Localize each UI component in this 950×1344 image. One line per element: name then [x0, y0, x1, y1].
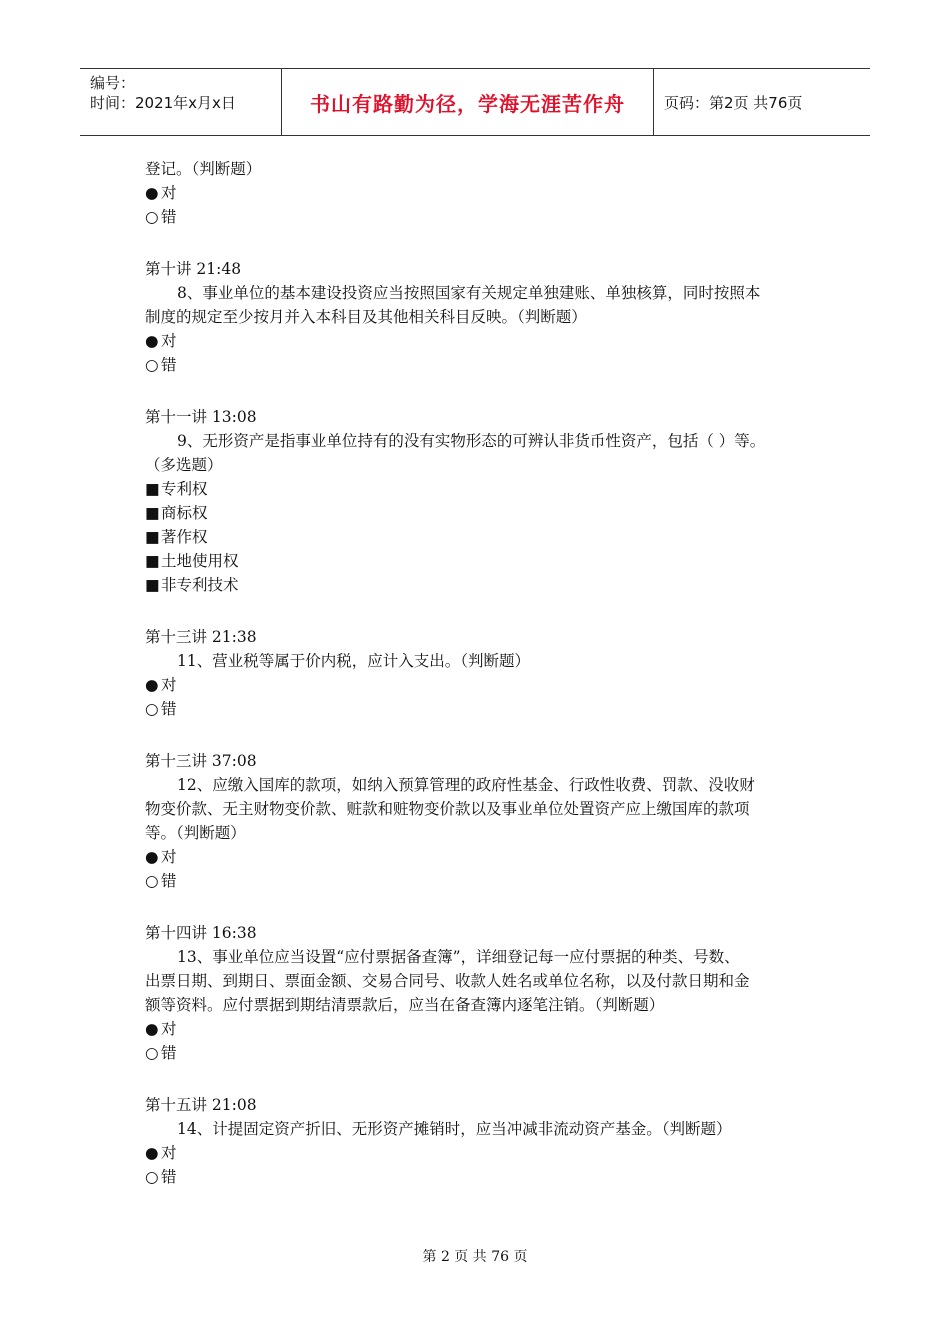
answer-option[interactable] — [145, 525, 825, 549]
option-label: 对 — [161, 848, 177, 866]
answer-option[interactable] — [145, 1141, 825, 1165]
lecture-heading: 第十讲 21:48 — [145, 260, 242, 278]
checkbox-icon: ■ — [145, 552, 160, 570]
radio-selected-icon: ● — [145, 676, 159, 694]
header-page-info: 页码：第2页 共76页 — [664, 93, 803, 112]
option-label: 错 — [161, 208, 177, 226]
radio-unselected-icon: ○ — [145, 1044, 159, 1062]
answer-option[interactable] — [145, 573, 825, 597]
answer-option[interactable] — [145, 673, 825, 697]
option-label: 对 — [161, 1144, 177, 1162]
option-label: 错 — [161, 1168, 177, 1186]
option-label: 错 — [161, 1044, 177, 1062]
radio-unselected-icon: ○ — [145, 208, 159, 226]
option-label: 著作权 — [161, 528, 208, 546]
lecture-heading: 第十三讲 37:08 — [145, 752, 257, 770]
option-label: 对 — [161, 184, 177, 202]
answer-option[interactable] — [145, 1165, 825, 1189]
answer-option[interactable] — [145, 869, 825, 893]
question-text-line: （多选题） — [145, 456, 223, 474]
block-gap — [145, 377, 825, 405]
lecture-heading: 第十四讲 16:38 — [145, 924, 257, 942]
option-label: 错 — [161, 872, 177, 890]
option-label: 错 — [161, 356, 177, 374]
answer-option[interactable] — [145, 477, 825, 501]
block-gap — [145, 597, 825, 625]
radio-unselected-icon: ○ — [145, 1168, 159, 1186]
time-label: 时间：2021年x月x日 — [90, 94, 236, 112]
answer-option[interactable] — [145, 1017, 825, 1041]
option-label: 对 — [161, 676, 177, 694]
lecture-heading: 第十一讲 13:08 — [145, 408, 257, 426]
serial-label: 编号： — [90, 74, 136, 92]
block-gap — [145, 1065, 825, 1093]
option-label: 错 — [161, 700, 177, 718]
radio-selected-icon: ● — [145, 332, 159, 350]
question-block — [145, 257, 825, 377]
question-text-line: 8、事业单位的基本建设投资应当按照国家有关规定单独建账、单独核算，同时按照本 — [177, 284, 761, 302]
question-text-line: 14、计提固定资产折旧、无形资产摊销时，应当冲减非流动资产基金。（判断题） — [177, 1120, 732, 1138]
question-text-line: 11、营业税等属于价内税，应计入支出。（判断题） — [177, 652, 530, 670]
option-label: 商标权 — [161, 504, 208, 522]
question-text-line: 等。（判断题） — [145, 824, 246, 842]
answer-option[interactable] — [145, 845, 825, 869]
radio-selected-icon: ● — [145, 1144, 159, 1162]
header-motto: 书山有路勤为径，学海无涯苦作舟 — [282, 69, 654, 135]
block-gap — [145, 721, 825, 749]
radio-selected-icon: ● — [145, 184, 159, 202]
question-block — [145, 1093, 825, 1189]
question-text-line: 9、无形资产是指事业单位持有的没有实物形态的可辨认非货币性资产，包括（ ）等。 — [177, 432, 766, 450]
question-text-line: 额等资料。应付票据到期结清票款后，应当在备查簿内逐笔注销。（判断题） — [145, 996, 665, 1014]
question-text-line: 12、应缴入国库的款项，如纳入预算管理的政府性基金、行政性收费、罚款、没收财 — [177, 776, 755, 794]
answer-option[interactable] — [145, 181, 825, 205]
question-text-line: 制度的规定至少按月并入本科目及其他相关科目反映。（判断题） — [145, 308, 587, 326]
lecture-heading: 第十五讲 21:08 — [145, 1096, 257, 1114]
question-block — [145, 405, 825, 597]
option-label: 非专利技术 — [161, 576, 239, 594]
answer-option[interactable] — [145, 501, 825, 525]
page-footer: 第 2 页 共 76 页 — [422, 1249, 528, 1265]
block-gap — [145, 229, 825, 257]
radio-selected-icon: ● — [145, 848, 159, 866]
answer-option[interactable] — [145, 353, 825, 377]
question-text-line: 登记。（判断题） — [145, 160, 262, 178]
question-block — [145, 921, 825, 1065]
checkbox-icon: ■ — [145, 576, 160, 594]
option-label: 专利权 — [161, 480, 208, 498]
option-label: 土地使用权 — [161, 552, 239, 570]
checkbox-icon: ■ — [145, 528, 160, 546]
checkbox-icon: ■ — [145, 480, 160, 498]
page-header — [80, 68, 870, 136]
option-label: 对 — [161, 332, 177, 350]
radio-unselected-icon: ○ — [145, 700, 159, 718]
checkbox-icon: ■ — [145, 504, 160, 522]
header-meta — [80, 69, 282, 135]
option-label: 对 — [161, 1020, 177, 1038]
answer-option[interactable] — [145, 1041, 825, 1065]
radio-unselected-icon: ○ — [145, 356, 159, 374]
question-text-line: 出票日期、到期日、票面金额、交易合同号、收款人姓名或单位名称，以及付款日期和金 — [145, 972, 750, 990]
radio-selected-icon: ● — [145, 1020, 159, 1038]
document-body — [145, 157, 825, 1189]
question-text-line: 13、事业单位应当设置“应付票据备查簿”，详细登记每一应付票据的种类、号数、 — [177, 948, 740, 966]
question-block — [145, 749, 825, 893]
lecture-heading: 第十三讲 21:38 — [145, 628, 257, 646]
radio-unselected-icon: ○ — [145, 872, 159, 890]
block-gap — [145, 893, 825, 921]
answer-option[interactable] — [145, 697, 825, 721]
answer-option[interactable] — [145, 205, 825, 229]
answer-option[interactable] — [145, 549, 825, 573]
question-text-line: 物变价款、无主财物变价款、赃款和赃物变价款以及事业单位处置资产应上缴国库的款项 — [145, 800, 750, 818]
question-block — [145, 625, 825, 721]
answer-option[interactable] — [145, 329, 825, 353]
question-block — [145, 157, 825, 229]
